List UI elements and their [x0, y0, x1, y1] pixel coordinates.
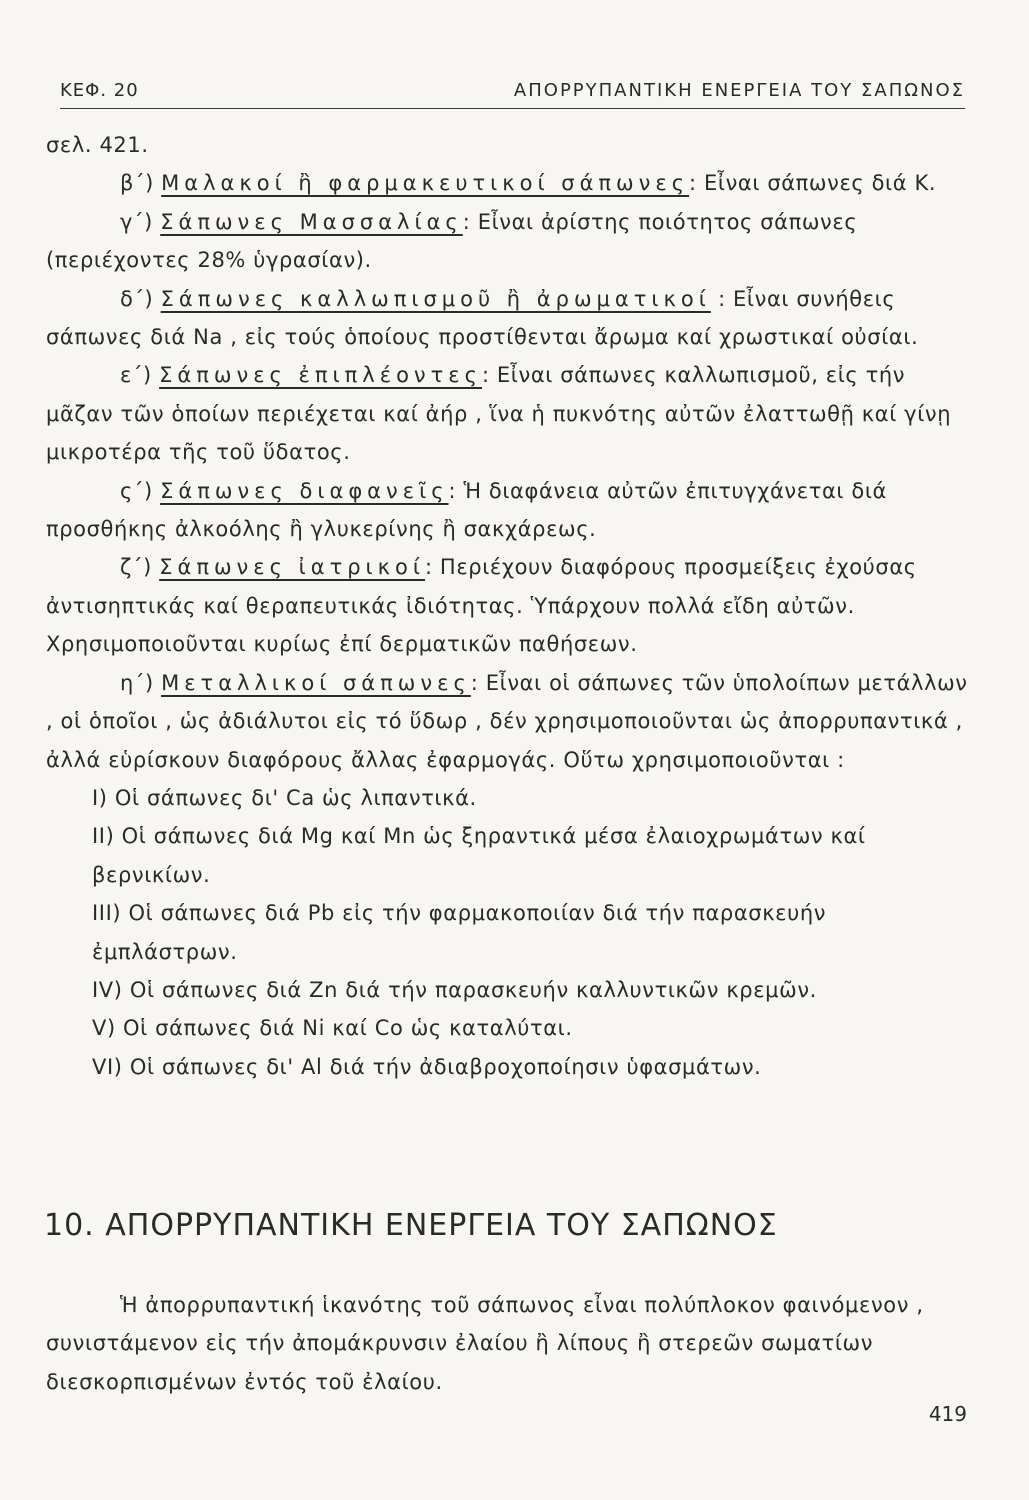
item-label: β΄): [120, 171, 162, 196]
item-text: : Εἶναι ἀρίστης ποιότητος σάπωνες (περιέχοντες 28% ὑγρασίαν).: [46, 209, 858, 273]
item-term: Σάπωνες ἰατρικοί: [159, 555, 425, 580]
main-text: [46, 126, 976, 1086]
item-text: : Εἶναι σάπωνες διά Κ.: [689, 171, 937, 196]
page-number: 419: [928, 1402, 967, 1426]
paragraph-eta: [46, 664, 976, 779]
section-body: [46, 1286, 976, 1401]
page-reference: σελ. 421.: [46, 133, 149, 157]
item-term: Μαλακοί ἢ φαρμακευτικοί σάπωνες: [161, 171, 690, 196]
item-label: ε΄): [120, 363, 160, 388]
item-text: : Ἡ διαφάνεια αὐτῶν ἐπιτυγχάνεται διά προσθήκης ἀλκοόλης ἢ γλυκερίνης ἢ σακχάρεως.: [46, 478, 887, 542]
paragraph-stigma: [46, 472, 976, 549]
running-header: [60, 74, 965, 109]
list-item: I) Οἱ σάπωνες δι' Ca ὡς λιπαντικά.: [92, 785, 477, 810]
list-item: IV) Οἱ σάπωνες διά Zn διά τήν παρασκευήν καλλυντικῶν κρεμῶν.: [92, 977, 817, 1002]
paragraph-zeta: [46, 548, 976, 663]
item-text: : Εἶναι οἱ σάπωνες τῶν ὑπολοίπων μετάλλων , οἱ ὁποῖοι , ὡς ἀδιάλυτοι εἰς τό ὕδωρ , δέν χρησιμοποιοῦνται ὡς ἀπορρυπαντικά , ἀλλά εὑρίσκουν διαφόρους ἄλλας ἐφαρμογάς. Οὕτω χρησιμοποιοῦνται :: [46, 670, 968, 772]
list-item: VI) Οἱ σάπωνες δι' Al διά τήν ἀδιαβροχοποίησιν ὑφασμάτων.: [92, 1054, 762, 1079]
list-item: III) Οἱ σάπωνες διά Pb εἰς τήν φαρμακοποιίαν διά τήν παρασκευήν ἐμπλάστρων.: [92, 901, 827, 964]
item-text: : Περιέχουν διαφόρους προσμείξεις ἐχούσας ἀντισηπτικάς καί θεραπευτικάς ἰδιότητας. Ὑπάρχουν πολλά εἴδη αὐτῶν. Χρησιμοποιοῦνται κυρίως ἐπί δερματικῶν παθήσεων.: [46, 555, 917, 657]
paragraph-epsilon: [46, 356, 976, 471]
item-label: δ΄): [120, 286, 161, 311]
item-term: Σάπωνες καλλωπισμοῦ ἢ ἀρωματικοί: [160, 286, 711, 311]
item-label: ς΄): [120, 478, 161, 503]
item-term: Σάπωνες ἐπιπλέοντες: [159, 363, 482, 388]
section-paragraph: Ἡ ἀπορρυπαντική ἱκανότης τοῦ σάπωνος εἶναι πολύπλοκον φαινόμενον , συνιστάμενον εἰς τήν ἀπομάκρυνσιν ἐλαίου ἢ λίπους ἢ στερεῶν σωματίων διεσκορπισμένων ἐντός τοῦ ἐλαίου.: [46, 1293, 924, 1394]
header-title: ΑΠΟΡΡΥΠΑΝΤΙΚΗ ΕΝΕΡΓΕΙΑ ΤΟΥ ΣΑΠΩΝΟΣ: [513, 80, 965, 101]
item-term: Σάπωνες διαφανεῖς: [160, 478, 449, 503]
paragraph-beta: [46, 164, 976, 202]
item-term: Σάπωνες Μασσαλίας: [160, 209, 463, 234]
item-term: Μεταλλικοί σάπωνες: [161, 670, 471, 695]
paragraph-delta: [46, 280, 976, 357]
item-text: : Εἶναι συνήθεις σάπωνες διά Na , εἰς τούς ὁποίους προστίθενται ἄρωμα καί χρωστικαί οὐσίαι.: [46, 286, 919, 350]
item-label: ζ΄): [120, 555, 160, 580]
item-label: γ΄): [120, 209, 161, 234]
section-title: 10. ΑΠΟΡΡΥΠΑΝΤΙΚΗ ΕΝΕΡΓΕΙΑ ΤΟΥ ΣΑΠΩΝΟΣ: [44, 1208, 778, 1243]
list-item: V) Οἱ σάπωνες διά Ni καί Co ὡς καταλύται.: [92, 1016, 573, 1041]
paragraph-gamma: [46, 203, 976, 280]
list-item: II) Οἱ σάπωνες διά Mg καί Mn ὡς ξηραντικά μέσα ἐλαιοχρωμάτων καί βερνικίων.: [92, 824, 866, 887]
metal-soaps-list: [46, 779, 976, 1086]
item-label: η΄): [120, 670, 162, 695]
item-text: : Εἶναι σάπωνες καλλωπισμοῦ, εἰς τήν μᾶζαν τῶν ὁποίων περιέχεται καί ἀήρ , ἵνα ἡ πυκνότης αὐτῶν ἐλαττωθῇ καί γίνῃ μικροτέρα τῆς τοῦ ὕδατος.: [46, 363, 952, 465]
chapter-label: ΚΕΦ. 20: [60, 80, 139, 101]
